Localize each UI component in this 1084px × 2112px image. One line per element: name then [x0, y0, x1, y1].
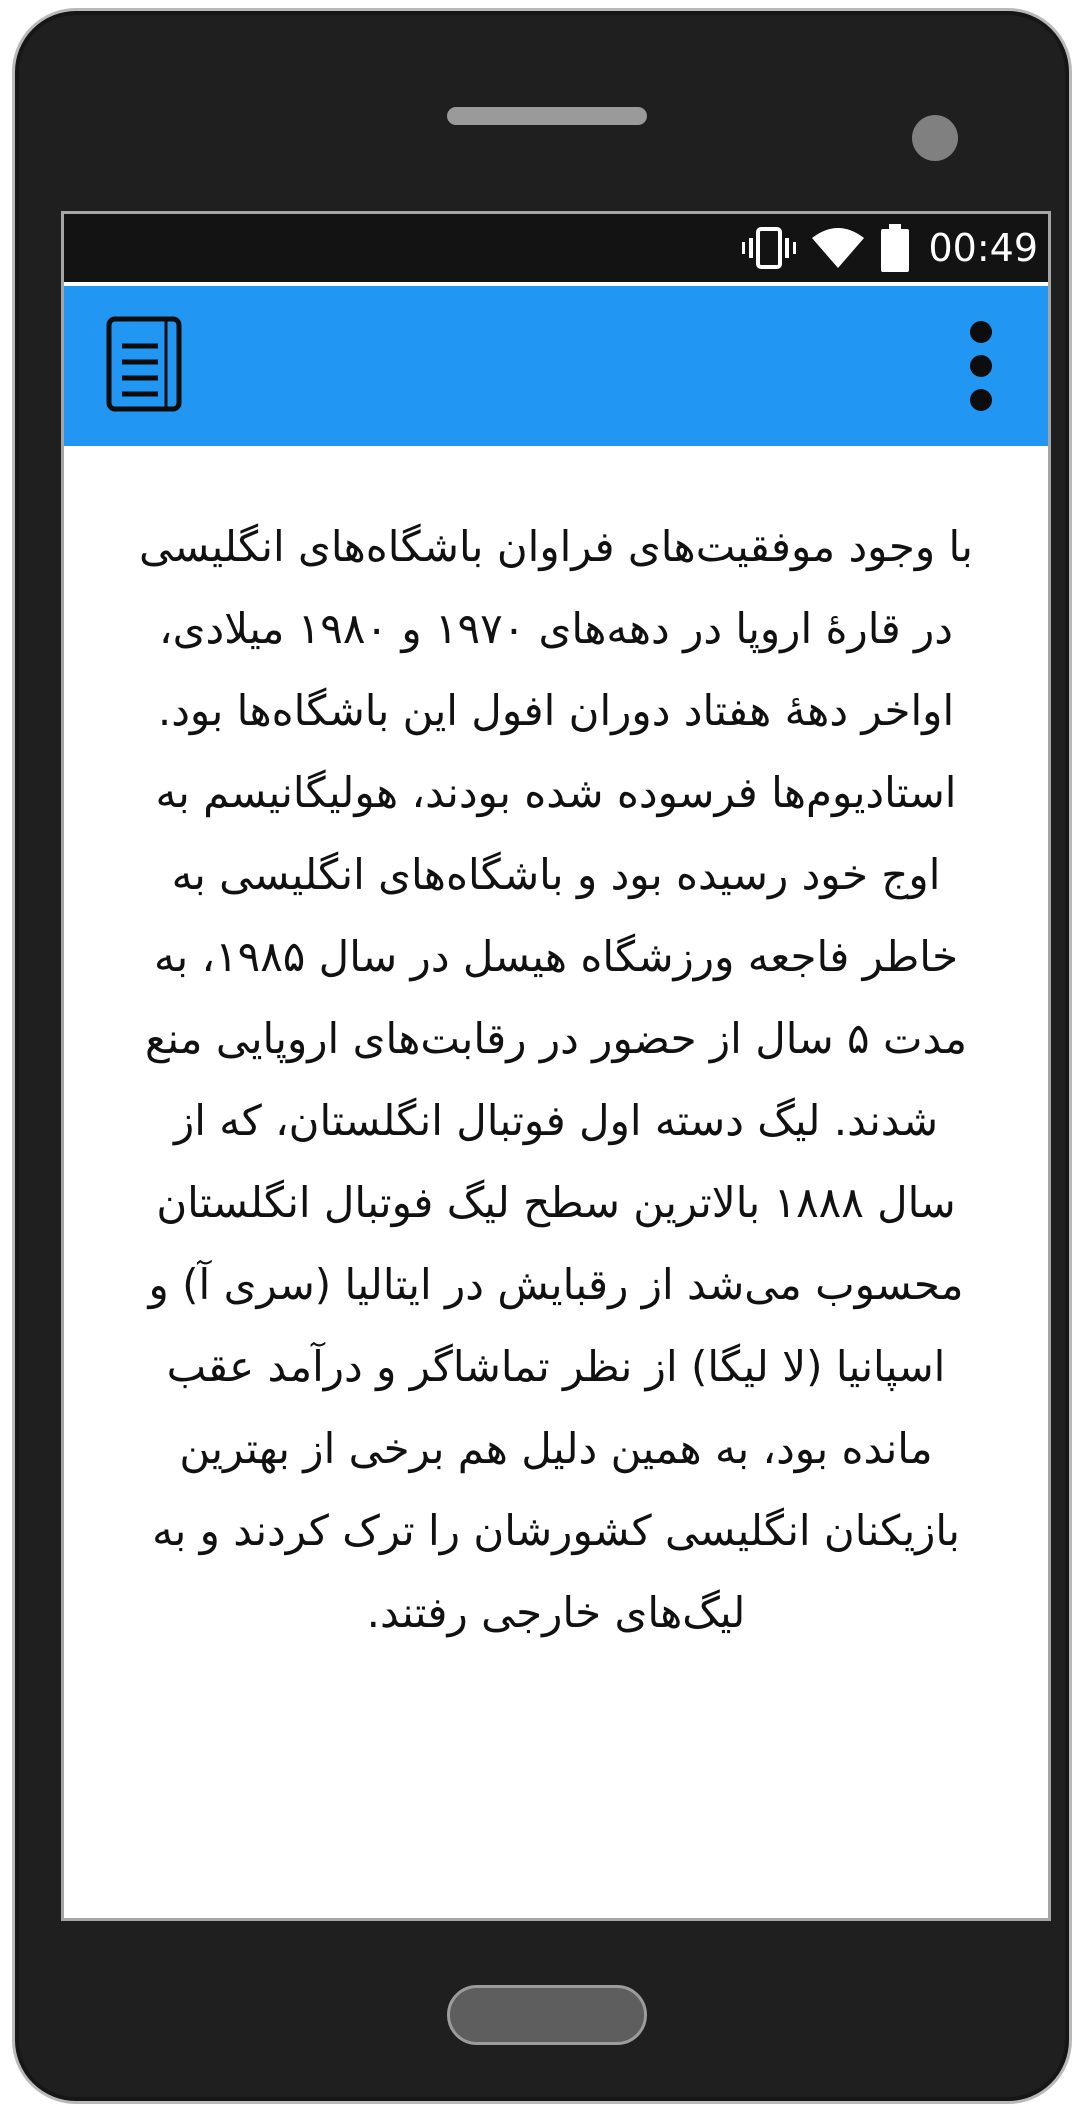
content-area — [64, 446, 1048, 1654]
wifi-icon — [810, 226, 866, 270]
vibrate-icon — [742, 226, 796, 270]
status-time: 00:49 — [928, 226, 1038, 270]
phone-frame — [12, 8, 1072, 2104]
more-vert-icon[interactable] — [966, 320, 996, 412]
phone-speaker — [447, 107, 647, 125]
status-bar — [64, 214, 1048, 282]
phone-camera — [912, 115, 958, 161]
battery-icon — [880, 224, 910, 272]
status-icons — [742, 214, 1038, 282]
article-text: با وجود موفقیت‌های فراوان باشگاه‌های انگلیسی در قارهٔ اروپا در دهه‌های ۱۹۷۰ و ۱۹۸۰ میلادی، اواخر دههٔ هفتاد دوران افول این باشگاه‌ها بود. استادیوم‌ها فرسوده شده بودند، هولیگانیسم به اوج خود رسیده بود و باشگاه‌های انگلیسی به خاطر فاجعه ورزشگاه هیسل در سال ۱۹۸۵، به مدت ۵ سال از حضور در رقابت‌های اروپایی منع شدند. لیگ دسته اول فوتبال انگلستان، که از سال ۱۸۸۸ بالاترین سطح لیگ فوتبال انگلستان محسوب می‌شد از رقبایش در ایتالیا (سری آ) و اسپانیا (لا لیگا) از نظر تماشاگر و درآمد عقب مانده بود، به همین دلیل هم برخی از بهترین بازیکنان انگلیسی کشورشان را ترک کردند و به لیگ‌های خارجی رفتند. — [139, 522, 973, 1637]
phone-screen — [61, 211, 1051, 1921]
app-bar — [64, 286, 1048, 446]
document-list-icon[interactable] — [106, 316, 182, 412]
home-button[interactable] — [447, 1985, 647, 2045]
